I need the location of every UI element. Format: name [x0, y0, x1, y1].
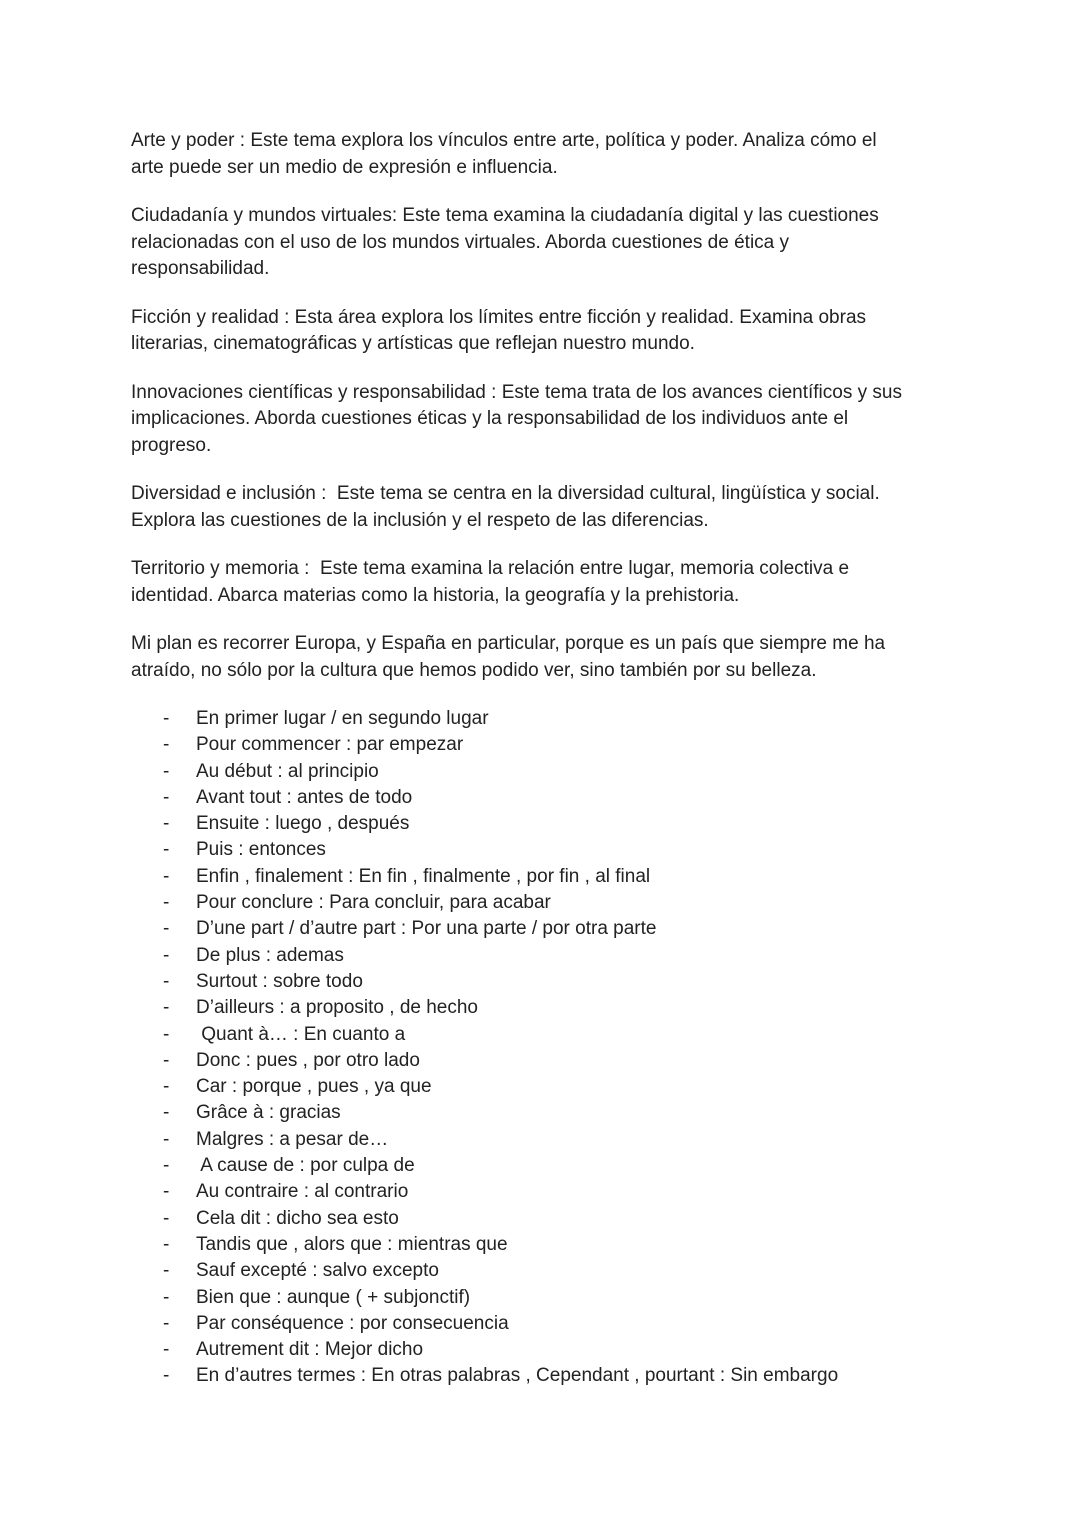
list-item-text: D’ailleurs : a proposito , de hecho [196, 997, 478, 1019]
list-item-text: Sauf excepté : salvo excepto [196, 1260, 439, 1282]
dash-bullet: - [163, 1286, 170, 1308]
dash-bullet: - [163, 813, 170, 835]
list-item-text: Cela dit : dicho sea esto [196, 1207, 399, 1229]
list-item-text: Bien que : aunque ( + subjonctif) [196, 1286, 471, 1308]
list-item-text: En d’autres termes : En otras palabras , Cependant , pourtant : Sin embargo [196, 1365, 839, 1387]
list-item-text: Tandis que , alors que : mientras que [196, 1233, 508, 1255]
list-item-text: Car : porque , pues , ya que [196, 1076, 432, 1098]
list-item [131, 706, 961, 732]
list-item-text: Enfin , finalement : En fin , finalmente , por fin , al final [196, 865, 651, 887]
list-item-text: Autrement dit : Mejor dicho [196, 1339, 424, 1361]
dash-bullet: - [163, 760, 170, 782]
list-item [131, 1285, 961, 1311]
vocabulary-list [131, 706, 961, 1390]
list-item [131, 811, 961, 837]
list-item [131, 1100, 961, 1126]
dash-bullet: - [163, 786, 170, 808]
list-item [131, 969, 961, 995]
list-item-text: Avant tout : antes de todo [196, 786, 413, 808]
list-item [131, 1311, 961, 1337]
dash-bullet: - [163, 918, 170, 940]
list-item [131, 864, 961, 890]
list-item-text: Grâce à : gracias [196, 1102, 341, 1124]
list-item [131, 1206, 961, 1232]
dash-bullet: - [163, 944, 170, 966]
dash-bullet: - [163, 1049, 170, 1071]
paragraph-territorio: Territorio y memoria : Este tema examina la relación entre lugar, memoria colectiva e identidad. Abarca materias como la historia, la geografía y la prehistoria. [131, 558, 850, 606]
paragraph-ciudadania: Ciudadanía y mundos virtuales: Este tema examina la ciudadanía digital y las cuestiones relacionadas con el uso de los mundos virtuales. Aborda cuestiones de ética y responsabilidad. [131, 205, 879, 279]
list-item [131, 1258, 961, 1284]
list-item-text: D’une part / d’autre part : Por una parte / por otra parte [196, 918, 657, 940]
list-item-text: De plus : ademas [196, 944, 344, 966]
list-item [131, 837, 961, 863]
dash-bullet: - [163, 1023, 170, 1045]
list-item [131, 1153, 961, 1179]
list-item [131, 1179, 961, 1205]
dash-bullet: - [163, 708, 170, 729]
list-item-text: Au début : al principio [196, 760, 379, 782]
dash-bullet: - [163, 970, 170, 992]
list-item [131, 1337, 961, 1363]
dash-bullet: - [163, 997, 170, 1019]
list-item-text: A cause de : por culpa de [196, 1155, 415, 1177]
dash-bullet: - [163, 892, 170, 914]
paragraph-diversidad: Diversidad e inclusión : Este tema se centra en la diversidad cultural, lingüística y social. Explora las cuestiones de la inclusión y el respeto de las diferencias. [131, 483, 880, 531]
list-item [131, 1363, 961, 1389]
dash-bullet: - [163, 865, 170, 887]
dash-bullet: - [163, 1102, 170, 1124]
dash-bullet: - [163, 1128, 170, 1150]
list-item [131, 1022, 961, 1048]
dash-bullet: - [163, 839, 170, 861]
paragraph-arte-y-poder: Arte y poder : Este tema explora los vínculos entre arte, política y poder. Analiza cómo el arte puede ser un medio de expresión e influencia. [131, 130, 877, 178]
dash-bullet: - [163, 1207, 170, 1229]
list-item-text: Quant à… : En cuanto a [196, 1023, 406, 1045]
list-item-text: Malgres : a pesar de… [196, 1128, 389, 1150]
paragraph-innovaciones: Innovaciones científicas y responsabilidad : Este tema trata de los avances científicos y sus implicaciones. Aborda cuestiones éticas y la responsabilidad de los individuos ante el progreso. [131, 381, 902, 456]
dash-bullet: - [163, 1260, 170, 1282]
list-item [131, 785, 961, 811]
list-item-text: Au contraire : al contrario [196, 1181, 409, 1203]
list-item-text: Par conséquence : por consecuencia [196, 1312, 509, 1334]
list-item-text: Surtout : sobre todo [196, 970, 363, 992]
dash-bullet: - [163, 1339, 170, 1361]
dash-bullet: - [163, 1312, 170, 1334]
list-item-text: Puis : entonces [196, 839, 326, 861]
list-item [131, 759, 961, 785]
dash-bullet: - [163, 1181, 170, 1203]
list-item [131, 1048, 961, 1074]
dash-bullet: - [163, 734, 170, 756]
list-item-text: Pour commencer : par empezar [196, 734, 464, 756]
paragraph-mi-plan: Mi plan es recorrer Europa, y España en particular, porque es un país que siempre me ha atraído, no sólo por la cultura que hemos podido ver, sino también por su belleza. [131, 633, 886, 681]
list-item [131, 1074, 961, 1100]
dash-bullet: - [163, 1233, 170, 1255]
list-item [131, 916, 961, 942]
list-item-text: En primer lugar / en segundo lugar [196, 708, 489, 729]
list-item [131, 732, 961, 758]
list-item-text: Pour conclure : Para concluir, para acabar [196, 892, 551, 914]
paragraph-ficcion: Ficción y realidad : Esta área explora los límites entre ficción y realidad. Examina obras literarias, cinematográficas y artísticas que reflejan nuestro mundo. [131, 306, 867, 354]
list-item [131, 995, 961, 1021]
list-item [131, 890, 961, 916]
list-item [131, 943, 961, 969]
dash-bullet: - [163, 1365, 170, 1387]
dash-bullet: - [163, 1076, 170, 1098]
list-item-text: Donc : pues , por otro lado [196, 1049, 420, 1071]
list-item [131, 1127, 961, 1153]
list-item [131, 1232, 961, 1258]
document-page [131, 128, 961, 1390]
dash-bullet: - [163, 1155, 170, 1177]
list-item-text: Ensuite : luego , después [196, 813, 410, 835]
